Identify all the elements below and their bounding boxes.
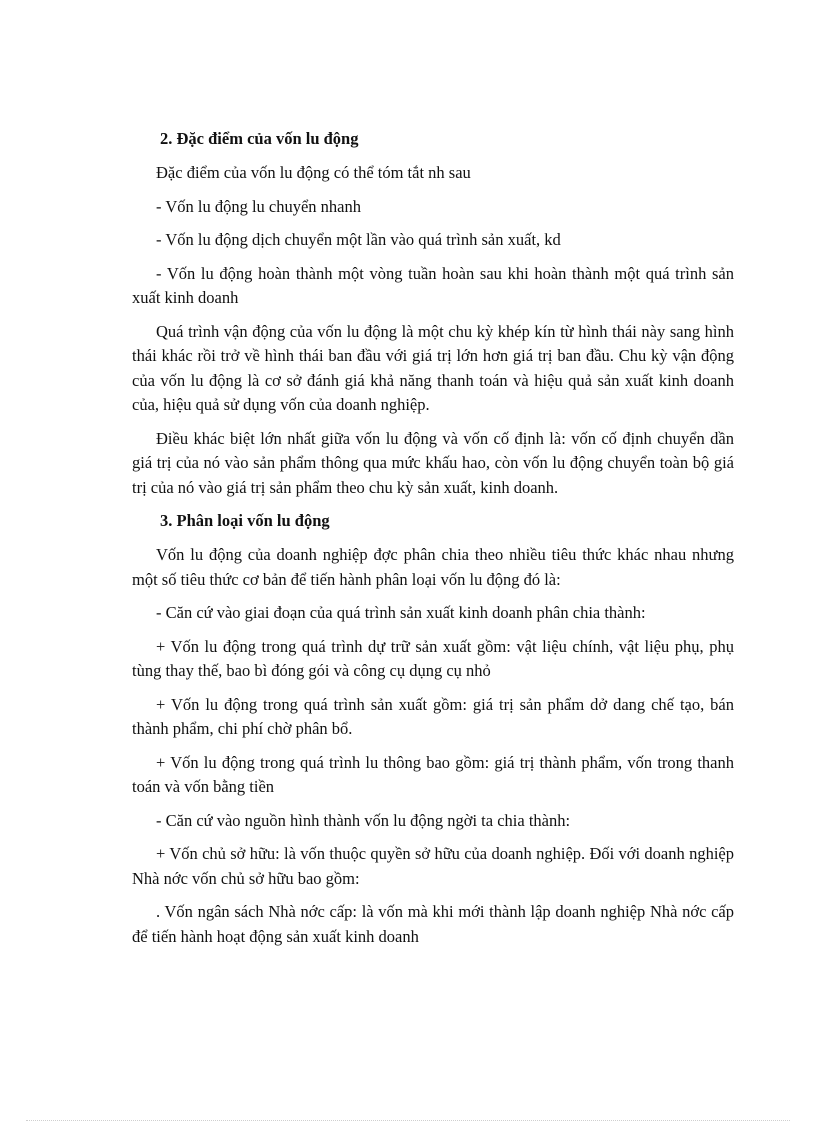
paragraph: Quá trình vận động của vốn lu động là một chu kỳ khép kín từ hình thái này sang hình thái khác rồi trở về hình thái ban đầu với giá trị lớn hơn giá trị ban đầu. Chu kỳ vận động của vốn lu động là cơ sở đánh giá khả năng thanh toán và hiệu quả sản xuất kinh doanh của, hiệu quả sử dụng vốn của doanh nghiệp. xyxy=(132,321,734,414)
paragraph: - Căn cứ vào giai đoạn của quá trình sản xuất kinh doanh phân chia thành: xyxy=(156,603,646,622)
paragraph: + Vốn lu động trong quá trình dự trữ sản xuất gồm: vật liệu chính, vật liệu phụ, phụ tùng thay thế, bao bì đóng gói và công cụ dụng cụ nhỏ xyxy=(132,636,734,680)
paragraph: Vốn lu động của doanh nghiệp đợc phân chia theo nhiều tiêu thức khác nhau nhưng một số tiêu thức cơ bản để tiến hành phân loại vốn lu động đó là: xyxy=(132,545,734,589)
paragraph: - Căn cứ vào nguồn hình thành vốn lu động ngời ta chia thành: xyxy=(156,810,571,830)
paragraph: - Vốn lu động lu chuyển nhanh xyxy=(156,196,362,216)
section-heading: 2. Đặc điểm của vốn lu động xyxy=(160,129,359,148)
paragraph: + Vốn lu động trong quá trình sản xuất gồm: giá trị sản phẩm dở dang chế tạo, bán thành phẩm, chi phí chờ phân bổ. xyxy=(132,694,734,738)
paragraph: - Vốn lu động hoàn thành một vòng tuần hoàn sau khi hoàn thành một quá trình sản xuất kinh doanh xyxy=(132,263,734,307)
paragraph: + Vốn chủ sở hữu: là vốn thuộc quyền sở hữu của doanh nghiệp. Đối với doanh nghiệp Nhà nớc vốn chủ sở hữu bao gồm: xyxy=(132,844,734,888)
paragraph: Điều khác biệt lớn nhất giữa vốn lu động và vốn cố định là: vốn cố định chuyển dần giá trị của nó vào sản phẩm thông qua mức khấu hao, còn vốn lu động chuyển toàn bộ giá trị của nó vào giá trị sản phẩm theo chu kỳ sản xuất, kinh doanh. xyxy=(132,428,734,497)
paragraph: . Vốn ngân sách Nhà nớc cấp: là vốn mà khi mới thành lập doanh nghiệp Nhà nớc cấp để tiến hành hoạt động sản xuất kinh doanh xyxy=(132,902,734,946)
paragraph: + Vốn lu động trong quá trình lu thông bao gồm: giá trị thành phẩm, vốn trong thanh toán và vốn bằng tiền xyxy=(132,752,734,796)
paragraph: - Vốn lu động dịch chuyển một lần vào quá trình sản xuất, kd xyxy=(156,230,561,249)
page-bottom-divider xyxy=(26,1120,790,1121)
section-heading: 3. Phân loại vốn lu động xyxy=(160,511,330,530)
document-body xyxy=(132,127,734,949)
paragraph: Đặc điểm của vốn lu động có thể tóm tắt nh sau xyxy=(156,163,471,182)
